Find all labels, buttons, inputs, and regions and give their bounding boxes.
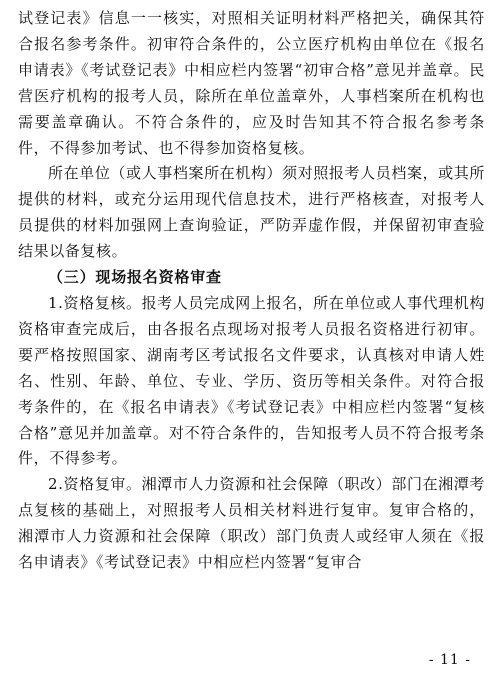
paragraph-preliminary-review: 试登记表》信息一一核实，对照相关证明材料严格把关，确保其符合报名参考条件。初审符合条件的，公立医疗机构由单位在《报名申请表》《考试登记表》中相应栏内签署“初审合格”意见并盖章。民营医疗机构的报考人员，除所在单位盖章外，人事档案所在机构也需要盖章确认。不符合条件的，应及时告知其不符合报名参考条件，不得参加考试、也不得参加资格复核。	[18, 9, 485, 157]
paragraph-qualification-reexamination: 2.资格复审。湘潭市人力资源和社会保障（职改）部门在湘潭考点复核的基础上，对照报考人员相关材料进行复审。复审合格的，湘潭市人力资源和社会保障（职改）部门负责人或经审人须在《报名申请表》《考试登记表》中相应栏内签署“复审合	[18, 475, 485, 572]
paragraph-unit-verification: 所在单位（或人事档案所在机构）须对照报考人员档案，或其所提供的材料，或充分运用现代信息技术，进行严格核查，对报考人员提供的材料加强网上查询验证，严防弄虚作假，并保留初审查验结果以备复核。	[18, 164, 485, 261]
document-body	[18, 6, 485, 576]
section-heading-onsite-review: （三）现场报名资格审查	[48, 268, 222, 287]
paragraph-qualification-recheck: 1.资格复核。报考人员完成网上报名，所在单位或人事代理机构资格审查完成后，由各报名点现场对报考人员报名资格进行初审。要严格按照国家、湖南考区考试报名文件要求，认真核对申请人姓名、性别、年龄、单位、专业、学历、资历等相关条件。对符合报考条件的，在《报名申请表》《考试登记表》中相应栏内签署“复核合格”意见并加盖章。对不符合条件的，告知报考人员不符合报考条件，不得参考。	[18, 293, 485, 468]
page-number: - 11 -	[428, 652, 471, 668]
